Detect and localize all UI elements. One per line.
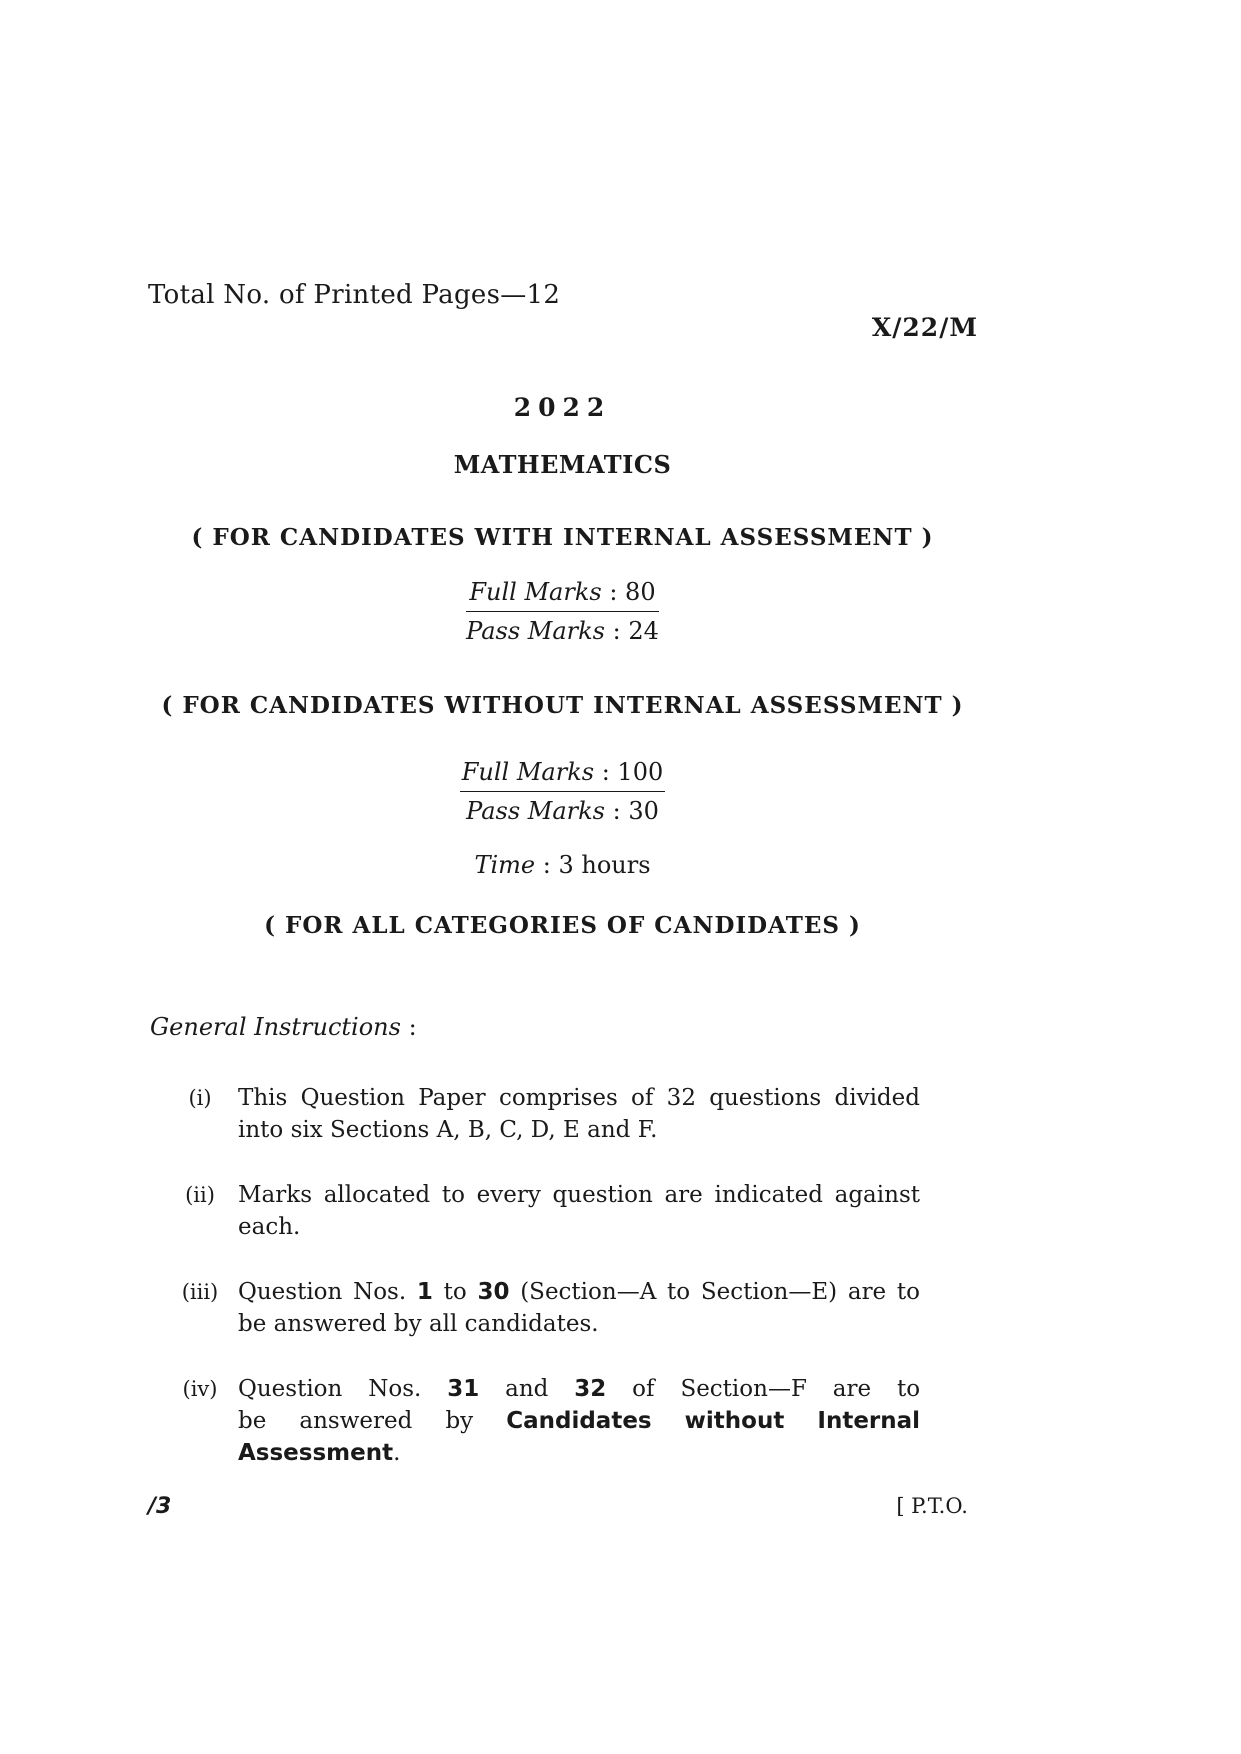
bold-term: Assessment bbox=[238, 1440, 394, 1466]
question-number-bold: 30 bbox=[477, 1279, 510, 1305]
general-instructions-label: General Instructions bbox=[150, 1013, 401, 1041]
total-printed-pages: Total No. of Printed Pages—12 bbox=[148, 280, 561, 310]
text-fragment: (Section—A to Section—E) are to bbox=[509, 1279, 920, 1305]
instruction-text-line: This Question Paper comprises of 32 questions divided bbox=[238, 1085, 920, 1111]
text-fragment: Section—F bbox=[680, 1376, 807, 1402]
instruction-text-line bbox=[238, 1373, 920, 1405]
text-fragment: by bbox=[445, 1408, 474, 1434]
text-fragment: Question Nos. bbox=[238, 1279, 417, 1305]
full-marks-line: Full Marks : 100 bbox=[460, 754, 665, 792]
instruction-number: (iii) bbox=[181, 1280, 219, 1304]
pass-marks-value: 30 bbox=[628, 797, 659, 825]
text-fragment: to bbox=[432, 1279, 478, 1305]
instruction-number: (ii) bbox=[185, 1183, 215, 1207]
text-fragment: be bbox=[238, 1408, 267, 1434]
time-value: 3 hours bbox=[558, 851, 651, 879]
general-instructions-heading: General Instructions : bbox=[150, 1013, 417, 1041]
heading-without-internal-assessment: ( FOR CANDIDATES WITHOUT INTERNAL ASSESSMENT ) bbox=[161, 692, 964, 719]
pass-marks-label: Pass Marks bbox=[466, 797, 605, 825]
pass-marks-line: Pass Marks : 30 bbox=[466, 797, 659, 825]
instruction-text-line: into six Sections A, B, C, D, E and F. bbox=[238, 1117, 658, 1143]
heading-with-internal-assessment: ( FOR CANDIDATES WITH INTERNAL ASSESSMENT ) bbox=[191, 524, 934, 551]
marks-without-internal bbox=[0, 754, 1125, 829]
pass-marks-line: Pass Marks : 24 bbox=[466, 617, 659, 645]
please-turn-over: [ P.T.O. bbox=[896, 1494, 968, 1518]
full-marks-value: 80 bbox=[625, 578, 656, 606]
text-fragment: of bbox=[632, 1376, 655, 1402]
full-marks-line: Full Marks : 80 bbox=[466, 574, 659, 612]
instruction-number: (iv) bbox=[182, 1377, 218, 1401]
question-number-bold: 32 bbox=[574, 1376, 607, 1402]
text-fragment: Question bbox=[238, 1376, 343, 1402]
full-marks-value: 100 bbox=[617, 758, 664, 786]
pass-marks-label: Pass Marks bbox=[466, 617, 605, 645]
bold-term: Candidates bbox=[506, 1408, 652, 1434]
instruction-text-line bbox=[238, 1437, 920, 1469]
marks-with-internal bbox=[0, 574, 1125, 649]
instruction-text-line: Marks allocated to every question are indicated against bbox=[238, 1182, 920, 1208]
full-marks-label: Full Marks bbox=[469, 578, 602, 606]
text-fragment: and bbox=[505, 1376, 549, 1402]
bold-term: without bbox=[684, 1408, 785, 1434]
text-fragment: answered bbox=[299, 1408, 413, 1434]
paper-code: X/22/M bbox=[871, 313, 978, 342]
instruction-number: (i) bbox=[188, 1086, 212, 1110]
time-allowed: Time : 3 hours bbox=[474, 851, 651, 879]
instruction-text-line bbox=[238, 1405, 920, 1437]
pass-marks-value: 24 bbox=[628, 617, 659, 645]
instruction-text-line: each. bbox=[238, 1214, 301, 1240]
exam-year: 2022 bbox=[513, 393, 612, 422]
question-number-bold: 1 bbox=[416, 1279, 433, 1305]
instruction-text-line bbox=[238, 1276, 920, 1308]
heading-all-categories: ( FOR ALL CATEGORIES OF CANDIDATES ) bbox=[264, 912, 861, 939]
time-label: Time bbox=[474, 851, 536, 879]
subject-title: MATHEMATICS bbox=[453, 450, 672, 479]
bold-term: Internal bbox=[817, 1408, 921, 1434]
instruction-text-line: be answered by all candidates. bbox=[238, 1311, 599, 1337]
page-footer-code: /3 bbox=[148, 1494, 172, 1519]
question-number-bold: 31 bbox=[447, 1376, 480, 1402]
text-fragment: are bbox=[832, 1376, 872, 1402]
text-fragment: . bbox=[393, 1440, 401, 1466]
text-fragment: Nos. bbox=[368, 1376, 422, 1402]
full-marks-label: Full Marks bbox=[461, 758, 595, 786]
text-fragment: to bbox=[897, 1376, 921, 1402]
